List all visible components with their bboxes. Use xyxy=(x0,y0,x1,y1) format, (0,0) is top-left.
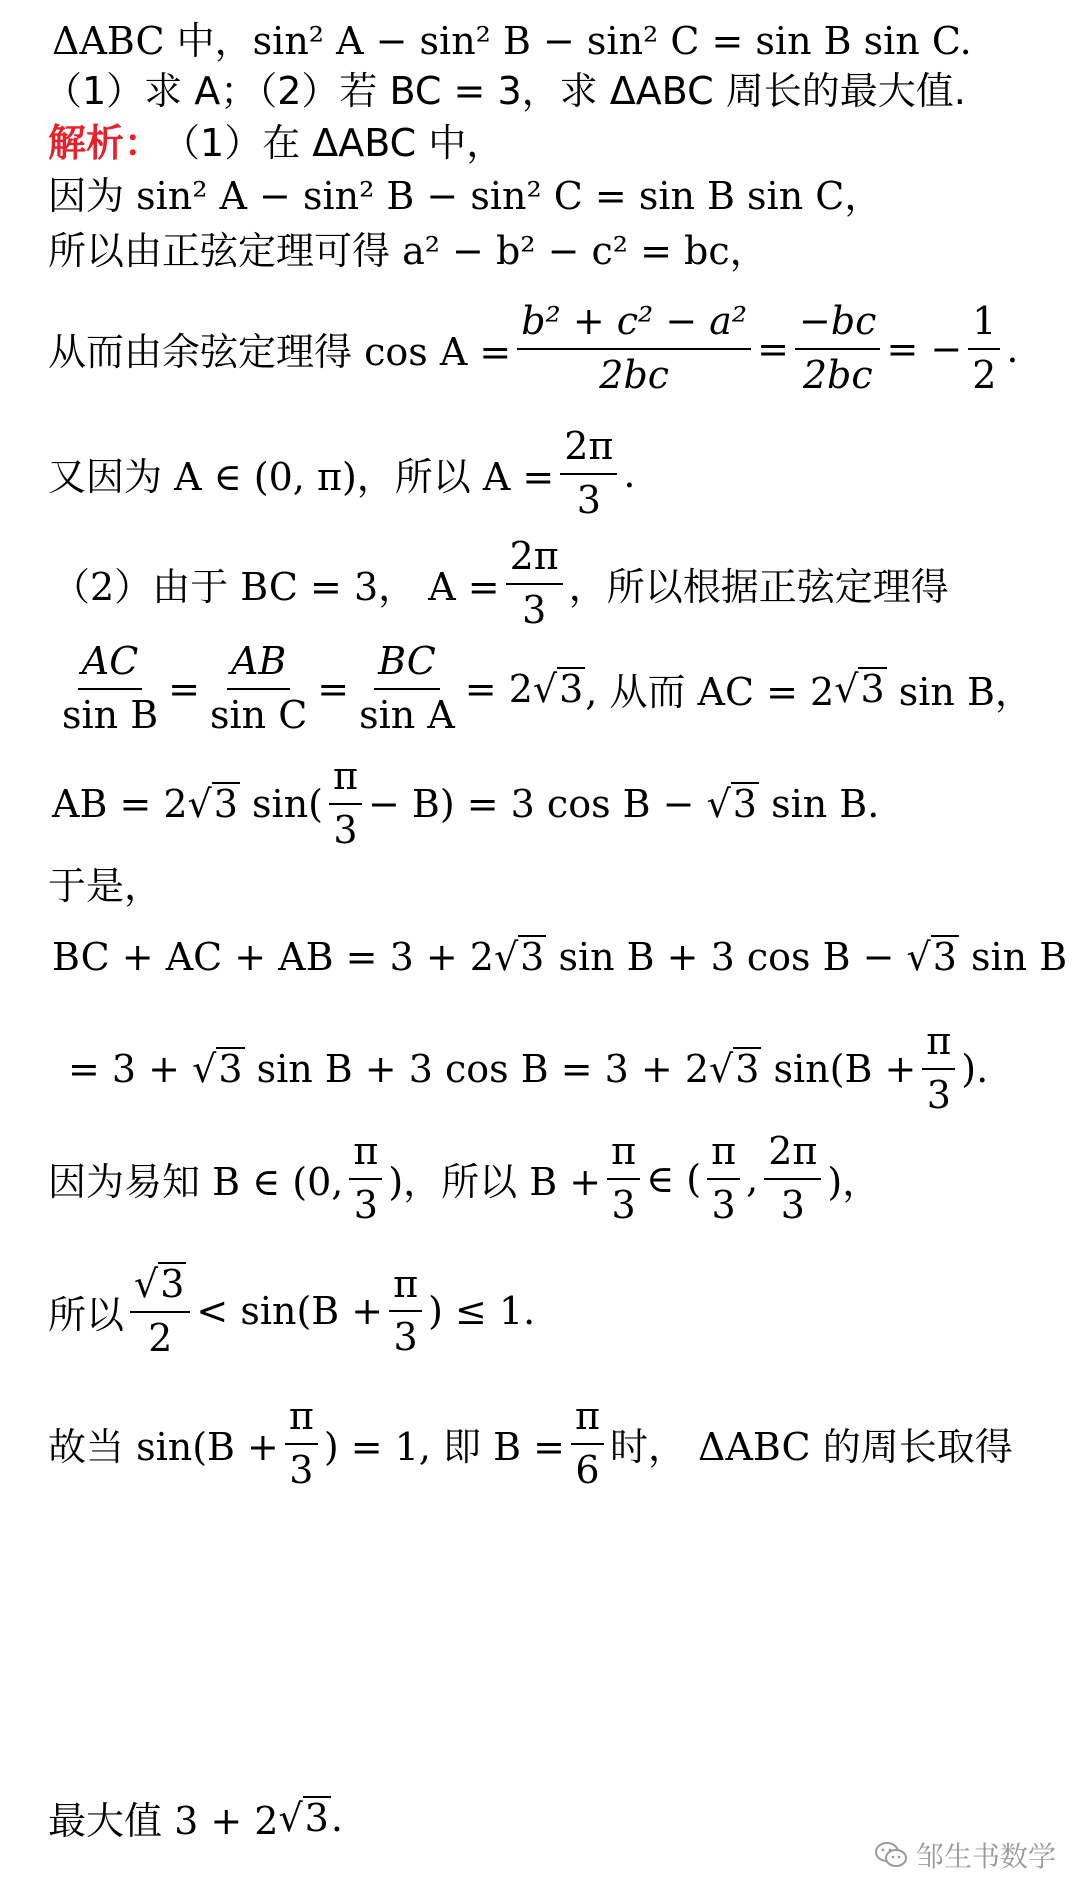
solution-line-5: 又因为 A ∈ (0, π)，所以 A = $\frac{2\pi}{3}$ . xyxy=(48,424,636,522)
solution-line-1: 解析： （1）在 ΔABC 中， xyxy=(48,112,1080,167)
problem-statement-line-1: ΔABC 中，sin² A − sin² B − sin² C = sin B sin C. xyxy=(52,19,972,63)
sqrt: 3 xyxy=(213,781,238,826)
sqrt: 3 xyxy=(735,1046,760,1091)
solution-line-11: = 3 + √ 3 sin B + 3 cos B = 3 + 2 √ 3 sin(B + $\frac{\pi}{3}$ ). xyxy=(68,1019,989,1117)
fraction: π 3 xyxy=(329,755,362,852)
sqrt: 3 xyxy=(860,666,885,711)
solution-line-15: 最大值 3 + 2 √ 3 . xyxy=(48,1795,343,1843)
sqrt: 3 xyxy=(932,935,957,980)
solution-line-9: 于是， xyxy=(48,864,163,908)
fraction: $\frac{\pi}{3}$ xyxy=(607,1130,640,1227)
sqrt: 3 xyxy=(520,935,545,980)
solution-line-12: 因为易知 B ∈ (0, π 3 )，所以 B + $\frac{\pi}{3}$ ∈ ( π 3 , 2π 3 )， xyxy=(48,1129,881,1227)
fraction: $\frac{AB}{\text{sin C}}$ xyxy=(209,639,308,737)
solution-line-10: BC + AC + AB = 3 + 2 √ 3 sin B + 3 cos B − √ 3 sin B xyxy=(52,935,1068,980)
fraction: $\frac{\text{b² + c² − a²}}{2bc}$ xyxy=(517,300,751,397)
fraction: $\frac{\pi}{6}$ xyxy=(571,1395,604,1492)
solution-line-4-cos-rule: 从而由余弦定理得 cos A = $\frac{\text{b² + c² − a²}}{2bc}$ = $\frac{-bc}{2bc}$ = − $\frac{1}{2}$ . xyxy=(48,299,1019,397)
solution-line-8: AB = 2 √ 3 sin( π 3 − B) = 3 cos B − √ 3 sin B. xyxy=(52,754,880,852)
fraction: √3 2 xyxy=(130,1262,190,1360)
watermark xyxy=(874,1835,1056,1875)
wechat-icon xyxy=(874,1841,908,1869)
fraction: $\frac{-bc}{2bc}$ xyxy=(795,300,880,397)
fraction: π 3 xyxy=(349,1130,382,1227)
sqrt: 3 xyxy=(732,781,757,826)
fraction: $\frac{\pi}{3}$ xyxy=(922,1020,955,1117)
solution-label: 解析： xyxy=(48,121,163,165)
problem-statement-line-2: （1）求 A；（2）若 BC = 3，求 ΔABC 周长的最大值. xyxy=(44,69,966,113)
sqrt: 3 xyxy=(160,1262,185,1306)
solution-line-3: 所以由正弦定理可得 a² − b² − c² = bc， xyxy=(48,229,768,273)
fraction: $\frac{\pi}{3}$ xyxy=(389,1263,422,1360)
fraction: $\frac{1}{2}$ xyxy=(968,300,1000,397)
solution-line-14: 故当 sin(B + $\frac{\pi}{3}$ ) = 1, 即 B = $\frac{\pi}{6}$ 时， ΔABC 的周长取得 xyxy=(48,1394,1013,1492)
solution-line-2: 因为 sin² A − sin² B − sin² C = sin B sin C， xyxy=(48,174,883,218)
fraction: π 3 xyxy=(707,1130,740,1227)
fraction: $\frac{2\pi}{3}$ xyxy=(506,535,563,632)
fraction: $\frac{2\pi}{3}$ xyxy=(560,425,617,522)
solution-line-13: 所以 √3 2 < sin(B + $\frac{\pi}{3}$ ) ≤ 1. xyxy=(48,1261,536,1360)
fraction: $\frac{BC}{\text{sin A}}$ xyxy=(359,639,455,737)
solution-line-7-sine-rule: $\frac{AC}{\text{sin B}}$ = $\frac{AB}{\text{sin C}}$ = $\frac{BC}{\text{sin A}}$ = 2 √ 3 , 从而 AC = 2 √ 3 sin B， xyxy=(52,640,1080,737)
sqrt: 3 xyxy=(304,1795,329,1840)
fraction: $\frac{\pi}{3}$ xyxy=(285,1395,318,1492)
fraction: 2π 3 xyxy=(764,1130,821,1227)
sqrt: 3 xyxy=(218,1046,243,1091)
watermark-text: 邹生书数学 xyxy=(915,1840,1056,1873)
fraction: $\frac{AC}{\text{sin B}}$ xyxy=(62,639,159,737)
solution-line-6: （2）由于 BC = 3， A = $\frac{2\pi}{3}$ ，所以根据正弦定理得 xyxy=(52,534,949,632)
sqrt: 3 xyxy=(559,666,584,711)
